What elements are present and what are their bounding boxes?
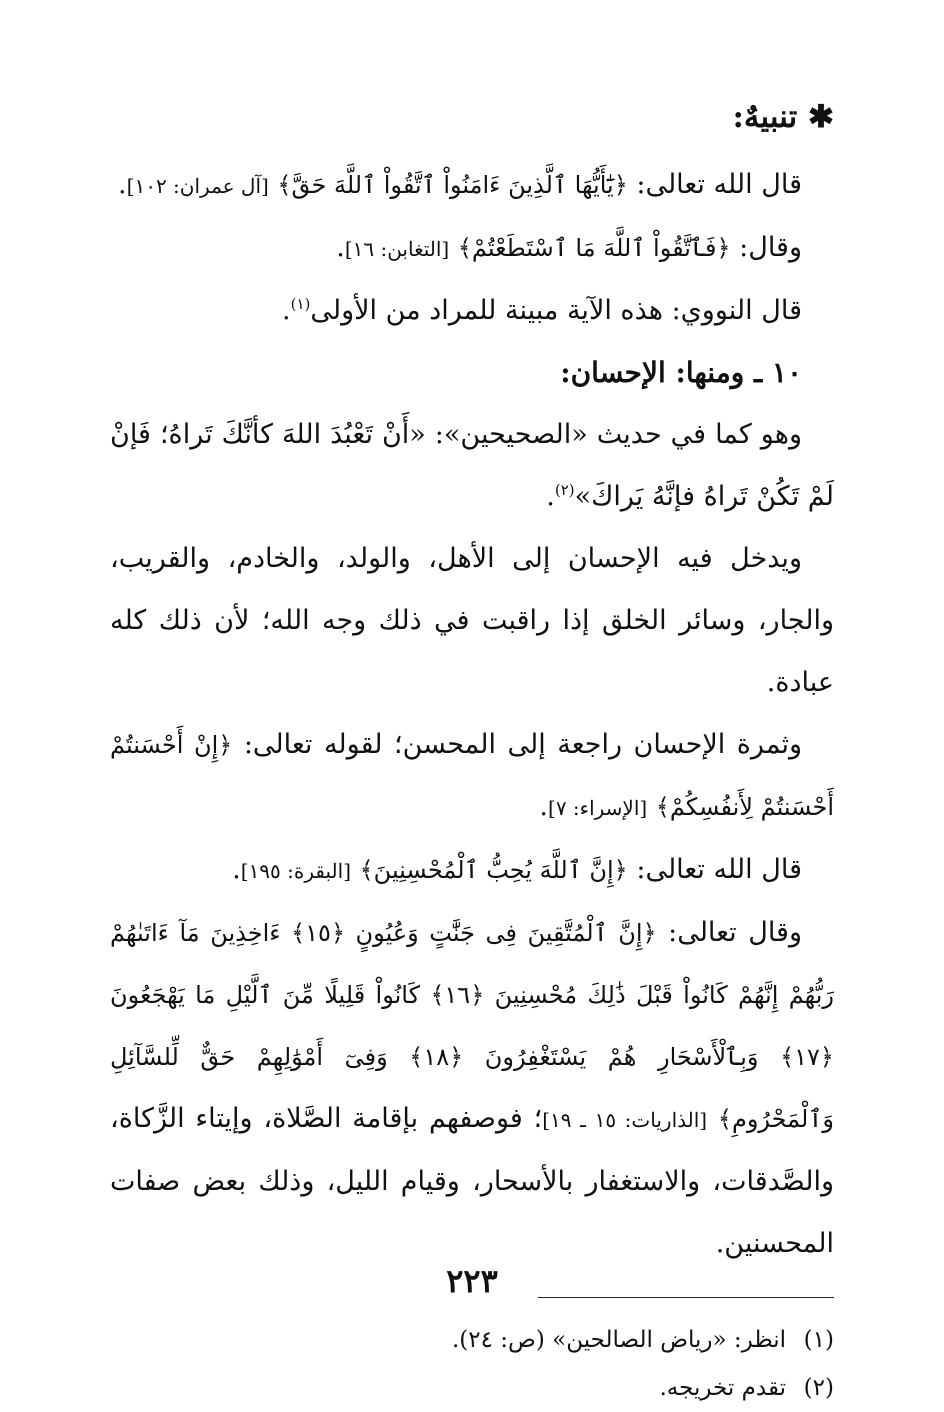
paragraph-quran-taghabun (110, 217, 834, 280)
page-number: ٢٢٣ (446, 1262, 498, 1300)
paragraph-text: وهو كما في حديث «الصحيحين»: «أَنْ تَعْبُدَ اللهَ كأنَّكَ تَراهُ؛ فَإنْ لَمْ تَكُنْ تَراهُ فإنَّهُ يَراكَ» (110, 419, 834, 512)
paragraph-lead: وثمرة الإحسان راجعة إلى المحسن؛ لقوله تعالى: (243, 729, 802, 760)
paragraph-lead: وقال تعالى: (668, 917, 802, 948)
paragraph-text: قال النووي: هذه الآية مبينة للمراد من الأولى (310, 295, 802, 326)
paragraph-quran-baqarah (110, 839, 834, 902)
footnote-number: (١) (803, 1327, 834, 1353)
full-stop: . (232, 854, 241, 885)
verse-reference: [آل عمران: ١٠٢] (126, 174, 269, 198)
paragraph-lead: قال الله تعالى: (636, 854, 802, 885)
verse-reference: [الإسراء: ٧] (548, 796, 648, 820)
full-stop: . (546, 481, 555, 512)
footnote-text: انظر: «رياض الصالحين» (ص: ٢٤). (451, 1327, 786, 1353)
book-page (110, 92, 835, 1401)
quran-verse: ﴿إِنْ أَحْسَنتُمْ أَحْسَنتُمْ لِأَنفُسِكُمْ﴾ (110, 731, 834, 821)
numbered-section-title: ١٠ ـ ومنها: الإحسان: (560, 356, 802, 389)
verse-reference: [البقرة: ١٩٥] (240, 859, 352, 883)
footnote-number: (٢) (803, 1375, 834, 1401)
paragraph-lead: قال الله تعالى: (636, 169, 802, 200)
paragraph-hadith (110, 404, 834, 528)
full-stop: . (336, 232, 345, 263)
paragraph-quran-ali-imran (110, 154, 834, 217)
paragraph-ihsan-fruit (110, 714, 834, 839)
paragraph-quran-dhariyat (110, 902, 834, 1275)
footnote-text: تقدم تخريجه. (659, 1375, 786, 1401)
footnote-1 (110, 1316, 834, 1364)
footnote-2 (110, 1364, 834, 1412)
paragraph-text: ؛ فوصفهم بإقامة الصَّلاة، وإيتاء الزَّكاة، والصَّدقات، والاستغفار بالأسحار، وقيام الليل، وذلك بعض صفات المحسنين. (110, 1103, 834, 1259)
quran-verse: ﴿فَٱتَّقُواْ ٱللَّهَ مَا ٱسْتَطَعْتُمْ﴾ (457, 234, 731, 262)
verse-reference: [الذاريات: ١٥ ـ ١٩] (542, 1108, 708, 1132)
full-stop: . (539, 791, 548, 822)
footnote-marker[interactable]: (٢) (554, 481, 575, 499)
quran-verse: ﴿إِنَّ ٱلْمُتَّقِينَ فِى جَنَّٰتٍ وَعُيُونٍ ﴿١٥﴾ ءَاخِذِينَ مَآ ءَاتَىٰهُمْ رَبُّهُمْ إِنَّهُمْ كَانُواْ قَبْلَ ذَٰلِكَ مُحْسِنِينَ ﴿١٦﴾ كَانُواْ قَلِيلًا مِّنَ ٱلَّيْلِ مَا يَهْجَعُونَ ﴿١٧﴾ وَبِٱلْأَسْحَارِ هُمْ يَسْتَغْفِرُونَ ﴿١٨﴾ وَفِىٓ أَمْوَٰلِهِمْ حَقٌّ لِّلسَّآئِلِ وَٱلْمَحْرُومِ﴾ (110, 919, 835, 1133)
full-stop: . (281, 295, 291, 326)
paragraph-lead: وقال: (739, 232, 802, 263)
verse-reference: [التغابن: ١٦] (344, 237, 450, 261)
full-stop: . (118, 169, 127, 200)
section-heading: ✱ تنبيهٌ: (732, 99, 834, 135)
paragraph-nawawi (110, 280, 834, 342)
quran-verse: ﴿يَٰٓأَيُّهَا ٱلَّذِينَ ءَامَنُواْ ٱتَّقُواْ ٱللَّهَ حَقَّ﴾ (277, 171, 628, 199)
paragraph-ihsan-scope: ويدخل فيه الإحسان إلى الأهل، والولد، والخادم، والقريب، والجار، وسائر الخلق إذا راقبت في ذلك وجه الله؛ لأن ذلك كله عبادة. (110, 543, 834, 698)
quran-verse: ﴿إِنَّ ٱللَّهَ يُحِبُّ ٱلْمُحْسِنِينَ﴾ (359, 856, 628, 884)
footnote-marker[interactable]: (١) (290, 295, 311, 313)
